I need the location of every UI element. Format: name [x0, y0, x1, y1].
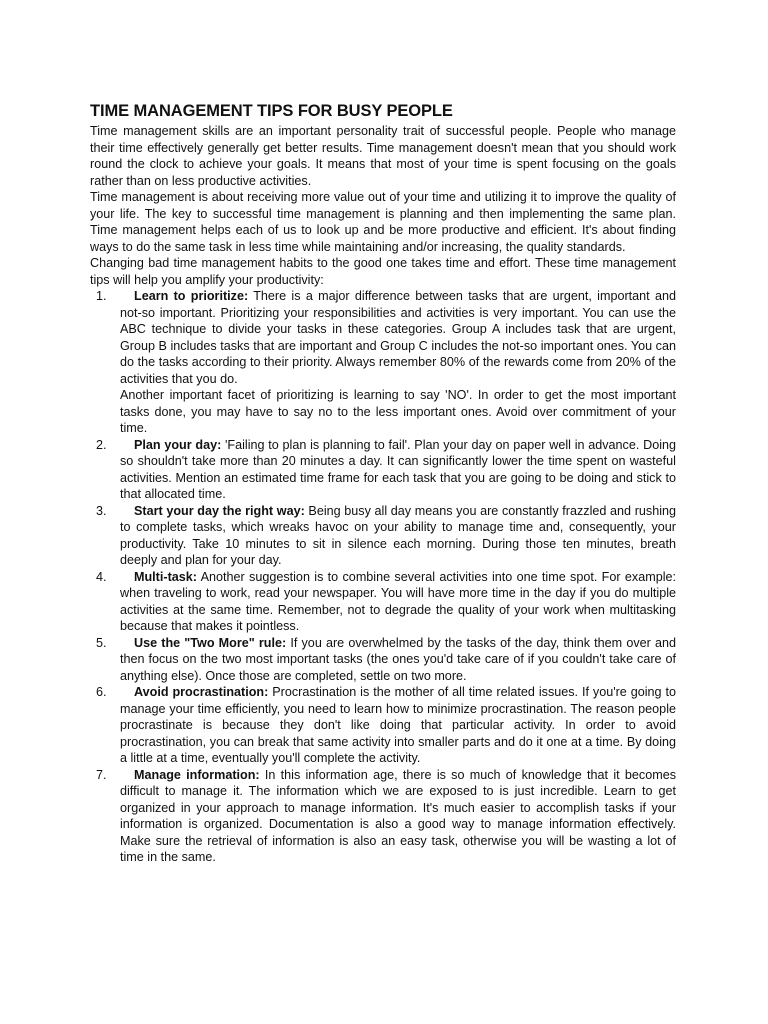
tips-list — [90, 288, 676, 866]
tip-item-6 — [90, 684, 676, 767]
tip-number: 6. — [96, 685, 107, 699]
tip-number: 1. — [96, 289, 107, 303]
tip-number: 2. — [96, 437, 107, 452]
tip-text: Another suggestion is to combine several activities into one time spot. For example: when traveling to work, read your newspaper. You will have more time in the day if you do multiple activities at the same time. Remember, not to degrade the quality of your work when multitasking because that makes it pointless. — [120, 569, 676, 633]
tip-number: 4. — [96, 569, 107, 584]
tip-text: Being busy all day means you are constantly frazzled and rushing to complete tasks, which wreaks havoc on your ability to manage time and, consequently, your productivity. Take 10 minutes to sit in silence each morning. During those ten minutes, breath deeply and plan for your day. — [120, 503, 676, 567]
tip-number: 7. — [96, 767, 107, 782]
tip-number: 5. — [96, 635, 107, 650]
tip-item-4 — [90, 569, 676, 635]
document-title: TIME MANAGEMENT TIPS FOR BUSY PEOPLE — [90, 102, 453, 120]
tip-heading: Use the "Two More" rule: — [134, 635, 287, 650]
tip-text: 'Failing to plan is planning to fail'. Plan your day on paper well in advance. Doing so shouldn't take more than 20 minutes a day. It can significantly lower the time spent on wasteful activities. Mention an estimated time frame for each task that you are going to be doing and stick to that allocated time. — [120, 437, 677, 501]
tip-extra-paragraph: Another important facet of prioritizing is learning to say 'NO'. In order to get the most important tasks done, you may have to say no to the less important ones. Avoid over commitment of your time. — [120, 388, 676, 435]
tip-heading: Start your day the right way: — [134, 503, 305, 518]
tip-text: Procrastination is the mother of all time related issues. If you're going to manage your time efficiently, you need to learn how to minimize procrastination. The reason people procrastinate is because they don't like doing that particular activity. In order to avoid procrastination, you can break that same activity into smaller parts and do it one at a time. By doing a little at a time, eventually you'll complete the activity. — [120, 685, 676, 765]
intro-paragraph-3: Changing bad time management habits to the good one takes time and effort. These time management tips will help you amplify your productivity: — [90, 256, 676, 287]
tip-heading: Plan your day: — [134, 437, 222, 452]
tip-text: In this information age, there is so much of knowledge that it becomes difficult to manage it. The information which we are exposed to is just incredible. Learn to get organized in your approach to manage information. It's much easier to accomplish tasks if your information is organized. Documentation is also a good way to manage information effectively. Make sure the retrieval of information is also an easy task, otherwise you will be wasting a lot of time in the same. — [120, 767, 676, 864]
tip-text: If you are overwhelmed by the tasks of the day, think them over and then focus on the two most important tasks (the ones you'd take care of if you couldn't take care of anything else). Once those are completed, settle on two more. — [120, 635, 676, 683]
tip-item-7 — [90, 767, 676, 866]
intro-paragraph-2: Time management is about receiving more value out of your time and utilizing it to improve the quality of your life. The key to successful time management is planning and then implementing the same plan. Time management helps each of us to look up and be more productive and efficient. It's about finding ways to do the same task in less time while maintaining and/or increasing, the quality standards. — [90, 190, 676, 254]
tip-item-1 — [90, 288, 676, 437]
tip-item-2 — [90, 437, 676, 503]
tip-text: There is a major difference between tasks that are urgent, important and not-so important. Prioritizing your responsibilities and activities is very important. You can use the ABC technique to divide your tasks in these categories. Group A includes task that are urgent, Group B includes tasks that are important and Group C includes the not-so important ones. You can do the tasks according to their priority. Always remember 80% of the rewards come from 20% of the activities that you do. — [120, 289, 676, 386]
tip-item-5 — [90, 635, 676, 685]
intro-paragraph-1: Time management skills are an important personality trait of successful people. People who manage their time effectively generally get better results. Time management doesn't mean that you should work round the clock to achieve your goals. It means that most of your time is spent focusing on the goals rather than on less productive activities. — [90, 124, 676, 188]
tip-heading: Manage information: — [134, 767, 260, 782]
tip-heading: Learn to prioritize: — [134, 289, 249, 303]
document-body — [90, 100, 676, 866]
tip-heading: Multi-task: — [134, 569, 197, 584]
tip-item-3 — [90, 503, 676, 569]
tip-number: 3. — [96, 503, 107, 518]
tip-heading: Avoid procrastination: — [134, 685, 269, 699]
